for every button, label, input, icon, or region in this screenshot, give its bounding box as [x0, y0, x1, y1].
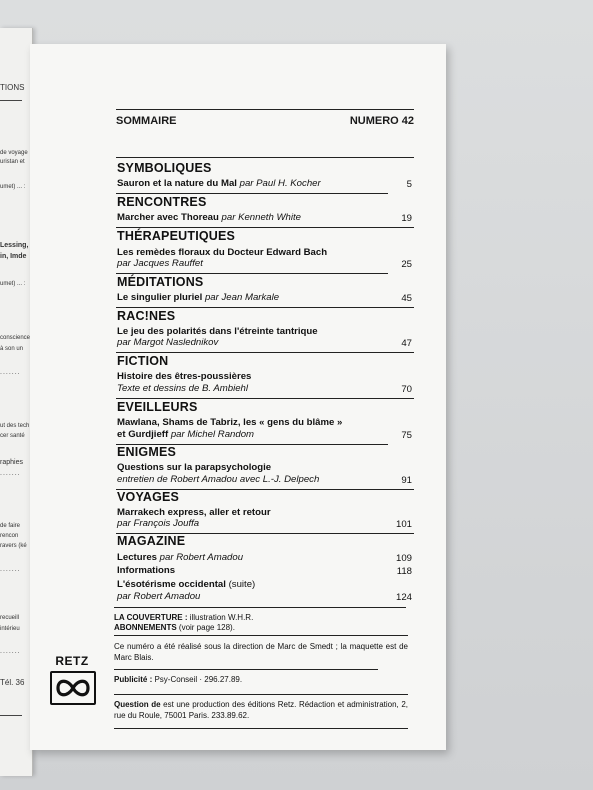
page-number: 25: [401, 259, 412, 270]
article-line: Mawlana, Shams de Tabriz, les « gens du blâme »: [117, 417, 343, 428]
magazine-page: [30, 44, 446, 750]
article-line: Informations: [117, 565, 176, 576]
section-title: ENIGMES: [117, 445, 177, 459]
page-number: 45: [401, 293, 412, 304]
page-number: 118: [396, 566, 412, 577]
left-page-rule: [0, 715, 22, 716]
publisher-logo-text: RETZ: [55, 654, 89, 668]
section-title: SYMBOLIQUES: [117, 161, 212, 175]
article-line: Les remèdes floraux du Docteur Edward Bach: [117, 247, 328, 258]
left-page-fragment: raphies: [0, 459, 23, 466]
article-line: entretien de Robert Amadou avec L.-J. Delpech: [117, 474, 320, 485]
left-page-fragment: recueill: [0, 615, 20, 621]
section-rule: [114, 607, 406, 608]
article-line: Le jeu des polarités dans l'étreinte tantrique: [117, 326, 318, 337]
left-page-rule: [0, 100, 22, 101]
left-page-fragment: in, Imde: [0, 253, 27, 260]
left-page-fragment: ut des tech: [0, 423, 30, 429]
section-title: RAC!NES: [117, 309, 176, 323]
article-line: Sauron et la nature du Mal par Paul H. Kocher: [117, 178, 321, 189]
article-line: par François Jouffa: [117, 518, 200, 529]
section-rule: [116, 352, 414, 353]
publicity-note: Publicité : Psy-Conseil · 296.27.89.: [114, 675, 243, 684]
page-number: 124: [395, 592, 412, 603]
section-title: MAGAZINE: [117, 534, 186, 548]
infinity-icon: [52, 673, 94, 703]
article-line: Le singulier pluriel par Jean Markale: [117, 292, 280, 303]
section-title: FICTION: [117, 354, 169, 368]
subscriptions-note: ABONNEMENTS (voir page 128).: [114, 623, 235, 632]
left-page-fragment: TIONS: [0, 83, 25, 92]
section-rule: [116, 227, 414, 228]
credits-text: Ce numéro a été réalisé sous la direction de Marc de Smedt ; la maquette est de Marc Blais.: [114, 642, 408, 662]
left-page-fragment: de faire: [0, 523, 21, 529]
left-page-dots: .......: [0, 566, 21, 573]
left-page-fragment: rencon: [0, 533, 19, 539]
page-number: 75: [401, 430, 412, 441]
issue-number: NUMERO 42: [349, 115, 414, 127]
cover-note: LA COUVERTURE : illustration W.H.R.: [114, 613, 254, 622]
article-line: L'ésotérisme occidental (suite): [117, 579, 256, 590]
article-line: Questions sur la parapsychologie: [117, 462, 272, 473]
left-page-fragment: uristan et: [0, 159, 25, 165]
article-line: par Jacques Rauffet: [117, 258, 203, 269]
article-line: par Robert Amadou: [117, 591, 201, 602]
publisher-logo: [50, 671, 96, 705]
left-page-fragment: umet) ... :: [0, 184, 26, 190]
article-line: Lectures par Robert Amadou: [117, 552, 244, 563]
article-line: par Margot Naslednikov: [117, 337, 219, 348]
page-number: 101: [395, 519, 412, 530]
left-page-fragment: cer santé: [0, 433, 25, 439]
footer-rule: [114, 728, 408, 729]
article-line: Marcher avec Thoreau par Kenneth White: [117, 212, 301, 223]
header-rule: [116, 157, 414, 158]
section-rule: [116, 398, 414, 399]
section-title: MÉDITATIONS: [117, 275, 204, 289]
left-page-fragment: conscience: [0, 335, 31, 341]
page-number: 70: [401, 384, 412, 395]
left-page-fragment: ravers (ké: [0, 543, 27, 549]
left-page-fragment: de voyage: [0, 150, 28, 156]
left-page-fragment: intérieu: [0, 626, 20, 632]
footer-rule: [114, 694, 408, 695]
section-title: THÉRAPEUTIQUES: [117, 229, 236, 243]
left-page-fragment: Lessing,: [0, 242, 29, 249]
page-number: 5: [406, 179, 412, 190]
section-rule: [116, 307, 414, 308]
top-rule: [116, 109, 414, 110]
footer-rule: [114, 635, 408, 636]
article-line: et Gurdjieff par Michel Random: [117, 429, 255, 440]
section-rule: [116, 273, 388, 274]
section-title: VOYAGES: [117, 490, 180, 504]
article-line: Histoire des êtres-poussières: [117, 371, 252, 382]
left-page: [0, 28, 33, 776]
publisher-text: Question de est une production des éditions Retz. Rédaction et administration, 2, rue du Roule, 75001 Paris. 233.89.62.: [114, 700, 408, 720]
article-line: Texte et dessins de B. Ambiehl: [117, 383, 249, 394]
page-number: 109: [395, 553, 412, 564]
article-line: Marrakech express, aller et retour: [117, 507, 271, 518]
page-number: 91: [401, 475, 412, 486]
page-number: 47: [401, 338, 412, 349]
page-number: 19: [401, 213, 412, 224]
left-page-fragment: Tél. 36: [0, 678, 25, 687]
left-page-dots: .......: [0, 369, 21, 376]
section-title: EVEILLEURS: [117, 400, 198, 414]
left-page-fragment: à son un: [0, 346, 24, 352]
footer-rule: [114, 669, 378, 670]
left-page-dots: .......: [0, 648, 21, 655]
contents-heading: SOMMAIRE: [116, 115, 177, 127]
section-title: RENCONTRES: [117, 195, 207, 209]
left-page-dots: .......: [0, 470, 21, 477]
section-rule: [116, 193, 388, 194]
left-page-fragment: umet) ... :: [0, 281, 26, 287]
